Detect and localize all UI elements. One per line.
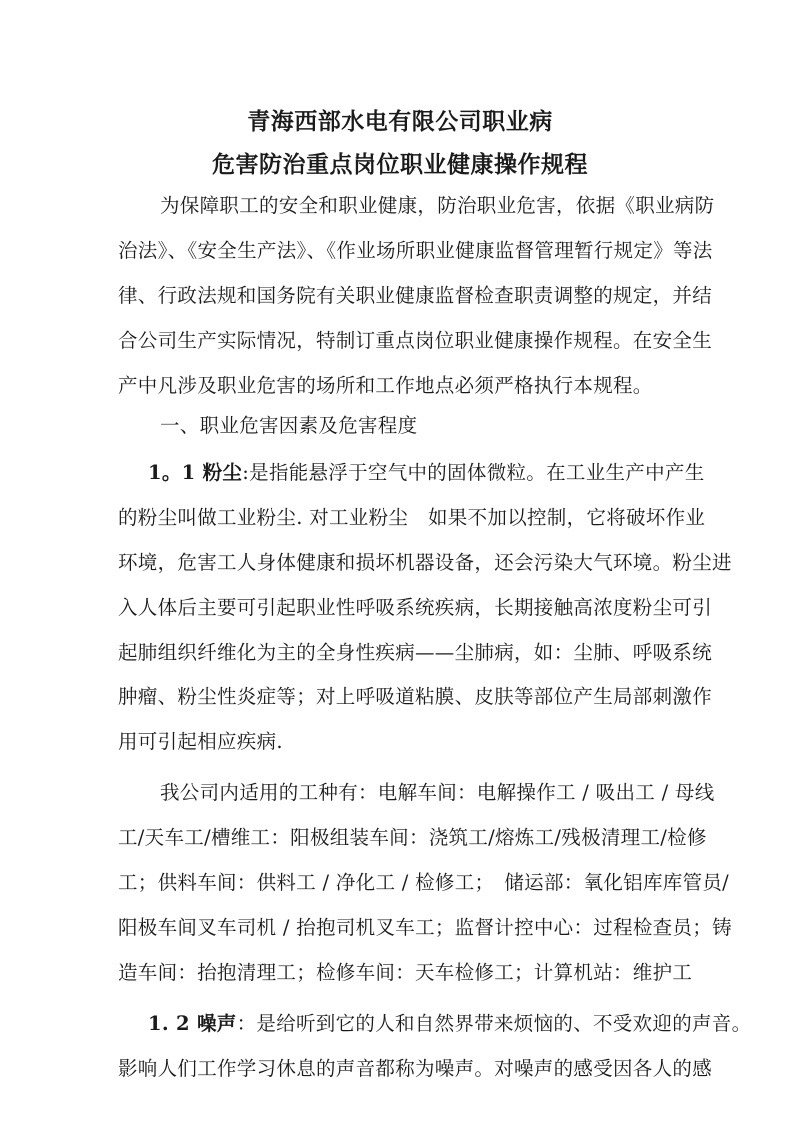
intro-line: 为保障职工的安全和职业健康，防治职业危害，依据《职业病防 (160, 194, 715, 217)
intro-line: 合公司生产实际情况，特制订重点岗位职业健康操作规程。在安全生 (118, 329, 713, 352)
intro-line: 律、行政法规和国务院有关职业健康监督检查职责调整的规定，并结 (118, 284, 713, 307)
dust-line: 入人体后主要可引起职业性呼吸系统疾病，长期接触高浓度粉尘可引 (118, 596, 713, 619)
dust-line: 环境，危害工人身体健康和损坏机器设备，还会污染大气环境。粉尘进 (118, 551, 732, 574)
dust-line: 起肺组织纤维化为主的全身性疾病——尘肺病，如：尘肺、呼吸系统 (118, 641, 713, 664)
noise-label: 1. 2 噪声 (148, 1012, 237, 1035)
noise-first-line-text: ：是给听到它的人和自然界带来烦恼的、不受欢迎的声音。 (236, 1012, 752, 1035)
jobs-line: 阳极车间叉车司机 / 抬抱司机叉车工；监督计控中心：过程检查员；铸 (118, 916, 732, 939)
dust-label: 1。1 粉尘 (148, 461, 243, 484)
jobs-line: 工；供料车间：供料工 / 净化工 / 检修工； 储运部：氧化铝库库管员/ (118, 871, 730, 894)
document-title-line-1: 青海西部水电有限公司职业病 (247, 108, 553, 135)
intro-line: 治法》、《安全生产法》、《作业场所职业健康监督管理暂行规定》等法 (118, 239, 713, 262)
noise-line: 影响人们工作学习休息的声音都称为噪声。对噪声的感受因各人的感 (118, 1057, 713, 1080)
noise-paragraph-first-line (148, 1008, 752, 1036)
section-heading: 一、职业危害因素及危害程度 (160, 414, 418, 437)
intro-line: 产中凡涉及职业危害的场所和工作地点必须严格执行本规程。 (118, 374, 653, 397)
jobs-line: 造车间：抬抱清理工；检修车间：天车检修工；计算机站：维护工 (118, 961, 693, 984)
dust-line: 的粉尘叫做工业粉尘. 对工业粉尘 如果不加以控制，它将破坏作业 (118, 506, 706, 529)
jobs-line: 我公司内适用的工种有：电解车间：电解操作工 / 吸出工 / 母线 (160, 781, 715, 804)
dust-first-line-text: :是指能悬浮于空气中的固体微粒。在工业生产中产生 (242, 461, 705, 484)
dust-line: 肿瘤、粉尘性炎症等；对上呼吸道粘膜、皮肤等部位产生局部刺激作 (118, 685, 713, 708)
dust-line: 用可引起相应疾病. (118, 730, 283, 753)
dust-paragraph-first-line (148, 457, 705, 485)
document-title-line-2: 危害防治重点岗位职业健康操作规程 (212, 151, 588, 178)
jobs-line: 工/天车工/槽维工：阳极组装车间：浇筑工/熔炼工/残极清理工/检修 (118, 826, 707, 849)
